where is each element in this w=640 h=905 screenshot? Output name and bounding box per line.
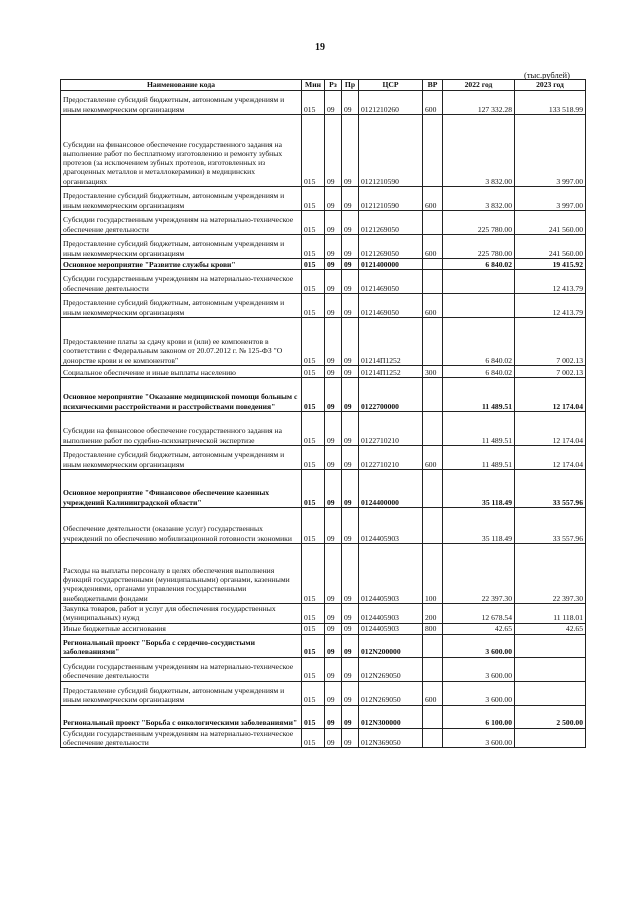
cell-min: 015 — [302, 657, 325, 681]
cell-name: Расходы на выплаты персоналу в целях обеспечения выполнения функций государственными (муниципальными) органами, казенными учреждениями, органами управления государственными внебюджетными фондами — [61, 544, 302, 604]
cell-rz: 09 — [325, 681, 342, 705]
cell-csr: 012N269050 — [359, 681, 423, 705]
cell-csr: 012N269050 — [359, 657, 423, 681]
cell-pr: 09 — [342, 728, 359, 748]
cell-2023: 2 500.00 — [515, 705, 586, 728]
cell-2023: 7 002.13 — [515, 318, 586, 366]
cell-vr — [423, 470, 443, 508]
cell-vr — [423, 705, 443, 728]
cell-2022: 12 678.54 — [443, 604, 515, 624]
units-label: (тыс.рублей) — [524, 70, 570, 80]
cell-2023: 12 174.04 — [515, 412, 586, 446]
cell-csr: 0124405903 — [359, 508, 423, 544]
cell-pr: 09 — [342, 544, 359, 604]
cell-min: 015 — [302, 634, 325, 657]
cell-rz: 09 — [325, 235, 342, 259]
cell-name: Субсидии государственным учреждениям на материально-техническое обеспечение деятельности — [61, 657, 302, 681]
cell-csr: 012N369050 — [359, 728, 423, 748]
cell-csr: 0121269050 — [359, 235, 423, 259]
cell-2023: 19 415.92 — [515, 259, 586, 270]
cell-pr: 09 — [342, 378, 359, 412]
cell-pr: 09 — [342, 657, 359, 681]
header-2023: 2023 год — [515, 80, 586, 91]
table-row — [61, 270, 586, 294]
cell-rz: 09 — [325, 657, 342, 681]
cell-2023: 3 997.00 — [515, 115, 586, 187]
cell-min: 015 — [302, 378, 325, 412]
cell-pr: 09 — [342, 294, 359, 318]
page-number: 19 — [315, 42, 325, 53]
cell-rz: 09 — [325, 412, 342, 446]
cell-2022: 225 780.00 — [443, 211, 515, 235]
table-body — [61, 91, 586, 748]
cell-name: Основное мероприятие "Оказание медицинской помощи больным с психическими расстройствами и расстройствами поведения" — [61, 378, 302, 412]
cell-vr — [423, 378, 443, 412]
cell-2023 — [515, 728, 586, 748]
cell-min: 015 — [302, 270, 325, 294]
cell-2022: 225 780.00 — [443, 235, 515, 259]
table-row — [61, 412, 586, 446]
cell-2022: 35 118.49 — [443, 508, 515, 544]
cell-name: Закупка товаров, работ и услуг для обеспечения государственных (муниципальных) нужд — [61, 604, 302, 624]
cell-csr: 012N200000 — [359, 634, 423, 657]
table-row — [61, 366, 586, 378]
table-row — [61, 634, 586, 657]
cell-name: Предоставление субсидий бюджетным, автономным учреждениям и иным некоммерческим организациям — [61, 91, 302, 115]
cell-csr: 0121210260 — [359, 91, 423, 115]
cell-min: 015 — [302, 187, 325, 211]
cell-rz: 09 — [325, 604, 342, 624]
cell-min: 015 — [302, 705, 325, 728]
cell-name: Иные бюджетные ассигнования — [61, 623, 302, 634]
cell-2022: 3 600.00 — [443, 657, 515, 681]
cell-csr: 0121469050 — [359, 294, 423, 318]
table-row — [61, 544, 586, 604]
cell-csr: 0122710210 — [359, 446, 423, 470]
cell-name: Предоставление субсидий бюджетным, автономным учреждениям и иным некоммерческим организациям — [61, 681, 302, 705]
cell-2022: 42.65 — [443, 623, 515, 634]
cell-pr: 09 — [342, 508, 359, 544]
cell-rz: 09 — [325, 508, 342, 544]
cell-2023: 33 557.96 — [515, 470, 586, 508]
table-row — [61, 378, 586, 412]
cell-csr: 0124405903 — [359, 544, 423, 604]
cell-csr: 01214П1252 — [359, 318, 423, 366]
cell-csr: 0122700000 — [359, 378, 423, 412]
table-row — [61, 294, 586, 318]
cell-2023: 12 174.04 — [515, 446, 586, 470]
cell-2022 — [443, 270, 515, 294]
cell-pr: 09 — [342, 681, 359, 705]
cell-min: 015 — [302, 366, 325, 378]
cell-2022: 11 489.51 — [443, 378, 515, 412]
cell-pr: 09 — [342, 634, 359, 657]
cell-min: 015 — [302, 470, 325, 508]
table-row — [61, 91, 586, 115]
cell-2022 — [443, 294, 515, 318]
cell-2022: 3 600.00 — [443, 728, 515, 748]
cell-name: Предоставление субсидий бюджетным, автономным учреждениям и иным некоммерческим организациям — [61, 446, 302, 470]
cell-2023 — [515, 634, 586, 657]
cell-vr: 100 — [423, 544, 443, 604]
table-row — [61, 657, 586, 681]
cell-rz: 09 — [325, 470, 342, 508]
cell-2022: 11 489.51 — [443, 446, 515, 470]
cell-vr — [423, 318, 443, 366]
cell-rz: 09 — [325, 318, 342, 366]
cell-csr: 0121210590 — [359, 115, 423, 187]
header-vr: ВР — [423, 80, 443, 91]
cell-2022: 3 600.00 — [443, 681, 515, 705]
cell-name: Предоставление субсидий бюджетным, автономным учреждениям и иным некоммерческим организациям — [61, 187, 302, 211]
cell-2023: 22 397.30 — [515, 544, 586, 604]
header-2022: 2022 год — [443, 80, 515, 91]
cell-vr: 600 — [423, 294, 443, 318]
cell-rz: 09 — [325, 728, 342, 748]
cell-pr: 09 — [342, 604, 359, 624]
cell-vr: 800 — [423, 623, 443, 634]
cell-vr — [423, 508, 443, 544]
table-header-row — [61, 80, 586, 91]
cell-name: Предоставление платы за сдачу крови и (или) ее компонентов в соответствии с Федеральным законом от 20.07.2012 г. № 125-ФЗ "О донорстве крови и ее компонентов" — [61, 318, 302, 366]
cell-rz: 09 — [325, 705, 342, 728]
cell-name: Субсидии государственным учреждениям на материально-техническое обеспечение деятельности — [61, 270, 302, 294]
cell-vr — [423, 259, 443, 270]
cell-name: Основное мероприятие "Развитие службы крови" — [61, 259, 302, 270]
cell-rz: 09 — [325, 115, 342, 187]
table-row — [61, 259, 586, 270]
cell-2022: 3 832.00 — [443, 187, 515, 211]
cell-2022: 3 832.00 — [443, 115, 515, 187]
cell-2022: 6 840.02 — [443, 259, 515, 270]
cell-pr: 09 — [342, 705, 359, 728]
cell-2023: 3 997.00 — [515, 187, 586, 211]
cell-name: Социальное обеспечение и иные выплаты населению — [61, 366, 302, 378]
cell-csr: 0122710210 — [359, 412, 423, 446]
cell-2022: 6 840.02 — [443, 318, 515, 366]
cell-rz: 09 — [325, 623, 342, 634]
cell-min: 015 — [302, 412, 325, 446]
cell-vr — [423, 634, 443, 657]
cell-2023: 133 518.99 — [515, 91, 586, 115]
cell-vr — [423, 412, 443, 446]
cell-vr — [423, 728, 443, 748]
table-row — [61, 115, 586, 187]
cell-vr: 600 — [423, 681, 443, 705]
header-min: Мин — [302, 80, 325, 91]
cell-rz: 09 — [325, 211, 342, 235]
cell-pr: 09 — [342, 470, 359, 508]
cell-csr: 0124405903 — [359, 623, 423, 634]
cell-2022: 6 840.02 — [443, 366, 515, 378]
table-row — [61, 623, 586, 634]
cell-pr: 09 — [342, 115, 359, 187]
cell-name: Субсидии на финансовое обеспечение государственного задания на выполнение работ по бесплатному изготовлению и ремонту зубных протезов (за исключением зубных протезов, изготовленных из драгоценных металлов и металлокерамики) в медицинских организациях — [61, 115, 302, 187]
cell-2022: 22 397.30 — [443, 544, 515, 604]
cell-vr: 600 — [423, 235, 443, 259]
cell-vr: 200 — [423, 604, 443, 624]
table-row — [61, 235, 586, 259]
cell-vr — [423, 657, 443, 681]
cell-2023 — [515, 681, 586, 705]
cell-pr: 09 — [342, 366, 359, 378]
cell-pr: 09 — [342, 318, 359, 366]
cell-rz: 09 — [325, 294, 342, 318]
cell-rz: 09 — [325, 446, 342, 470]
cell-pr: 09 — [342, 623, 359, 634]
cell-vr: 600 — [423, 91, 443, 115]
cell-csr: 01214П1252 — [359, 366, 423, 378]
cell-min: 015 — [302, 681, 325, 705]
table-row — [61, 211, 586, 235]
cell-pr: 09 — [342, 211, 359, 235]
cell-min: 015 — [302, 91, 325, 115]
cell-pr: 09 — [342, 187, 359, 211]
cell-rz: 09 — [325, 544, 342, 604]
cell-min: 015 — [302, 318, 325, 366]
table-row — [61, 470, 586, 508]
cell-min: 015 — [302, 259, 325, 270]
table-row — [61, 681, 586, 705]
cell-min: 015 — [302, 623, 325, 634]
cell-min: 015 — [302, 235, 325, 259]
cell-vr — [423, 211, 443, 235]
cell-rz: 09 — [325, 634, 342, 657]
cell-min: 015 — [302, 115, 325, 187]
table-row — [61, 446, 586, 470]
cell-name: Основное мероприятие "Финансовое обеспечение казенных учреждений Калининградской области" — [61, 470, 302, 508]
cell-name: Региональный проект "Борьба с онкологическими заболеваниями" — [61, 705, 302, 728]
cell-2022: 11 489.51 — [443, 412, 515, 446]
cell-2023 — [515, 657, 586, 681]
cell-vr: 600 — [423, 446, 443, 470]
cell-csr: 0121269050 — [359, 211, 423, 235]
cell-name: Предоставление субсидий бюджетным, автономным учреждениям и иным некоммерческим организациям — [61, 294, 302, 318]
cell-pr: 09 — [342, 412, 359, 446]
cell-2022: 6 100.00 — [443, 705, 515, 728]
cell-pr: 09 — [342, 235, 359, 259]
cell-rz: 09 — [325, 366, 342, 378]
cell-min: 015 — [302, 211, 325, 235]
cell-min: 015 — [302, 508, 325, 544]
cell-2022: 127 332.28 — [443, 91, 515, 115]
cell-csr: 0124405903 — [359, 604, 423, 624]
cell-pr: 09 — [342, 91, 359, 115]
cell-2023: 42.65 — [515, 623, 586, 634]
cell-2023: 12 413.79 — [515, 294, 586, 318]
table-row — [61, 604, 586, 624]
cell-csr: 0121400000 — [359, 259, 423, 270]
cell-rz: 09 — [325, 187, 342, 211]
cell-name: Обеспечение деятельности (оказание услуг) государственных учреждений по обеспечению мобилизационной готовности экономики — [61, 508, 302, 544]
cell-vr — [423, 115, 443, 187]
cell-pr: 09 — [342, 270, 359, 294]
table-row — [61, 705, 586, 728]
header-rz: Рз — [325, 80, 342, 91]
cell-rz: 09 — [325, 270, 342, 294]
cell-min: 015 — [302, 604, 325, 624]
cell-csr: 0121210590 — [359, 187, 423, 211]
cell-vr: 600 — [423, 187, 443, 211]
cell-pr: 09 — [342, 446, 359, 470]
cell-name: Предоставление субсидий бюджетным, автономным учреждениям и иным некоммерческим организациям — [61, 235, 302, 259]
cell-2023: 7 002.13 — [515, 366, 586, 378]
cell-min: 015 — [302, 446, 325, 470]
cell-rz: 09 — [325, 378, 342, 412]
cell-vr: 300 — [423, 366, 443, 378]
header-csr: ЦСР — [359, 80, 423, 91]
table-row — [61, 508, 586, 544]
cell-name: Субсидии государственным учреждениям на материально-техническое обеспечение деятельности — [61, 728, 302, 748]
cell-vr — [423, 270, 443, 294]
cell-name: Субсидии государственным учреждениям на материально-техническое обеспечение деятельности — [61, 211, 302, 235]
cell-pr: 09 — [342, 259, 359, 270]
cell-2022: 3 600.00 — [443, 634, 515, 657]
cell-2023: 11 118.01 — [515, 604, 586, 624]
cell-2023: 12 413.79 — [515, 270, 586, 294]
header-pr: Пр — [342, 80, 359, 91]
cell-csr: 0121469050 — [359, 270, 423, 294]
cell-min: 015 — [302, 728, 325, 748]
cell-2023: 33 557.96 — [515, 508, 586, 544]
cell-rz: 09 — [325, 259, 342, 270]
cell-min: 015 — [302, 294, 325, 318]
table-row — [61, 318, 586, 366]
cell-2023: 241 560.00 — [515, 211, 586, 235]
cell-rz: 09 — [325, 91, 342, 115]
cell-csr: 0124400000 — [359, 470, 423, 508]
cell-2023: 241 560.00 — [515, 235, 586, 259]
budget-table — [60, 79, 586, 748]
cell-2022: 35 118.49 — [443, 470, 515, 508]
cell-2023: 12 174.04 — [515, 378, 586, 412]
cell-min: 015 — [302, 544, 325, 604]
table-row — [61, 728, 586, 748]
table-row — [61, 187, 586, 211]
cell-name: Региональный проект "Борьба с сердечно-сосудистыми заболеваниями" — [61, 634, 302, 657]
cell-csr: 012N300000 — [359, 705, 423, 728]
cell-name: Субсидии на финансовое обеспечение государственного задания на выполнение работ по судебно-психиатрической экспертизе — [61, 412, 302, 446]
header-name: Наименование кода — [61, 80, 302, 91]
